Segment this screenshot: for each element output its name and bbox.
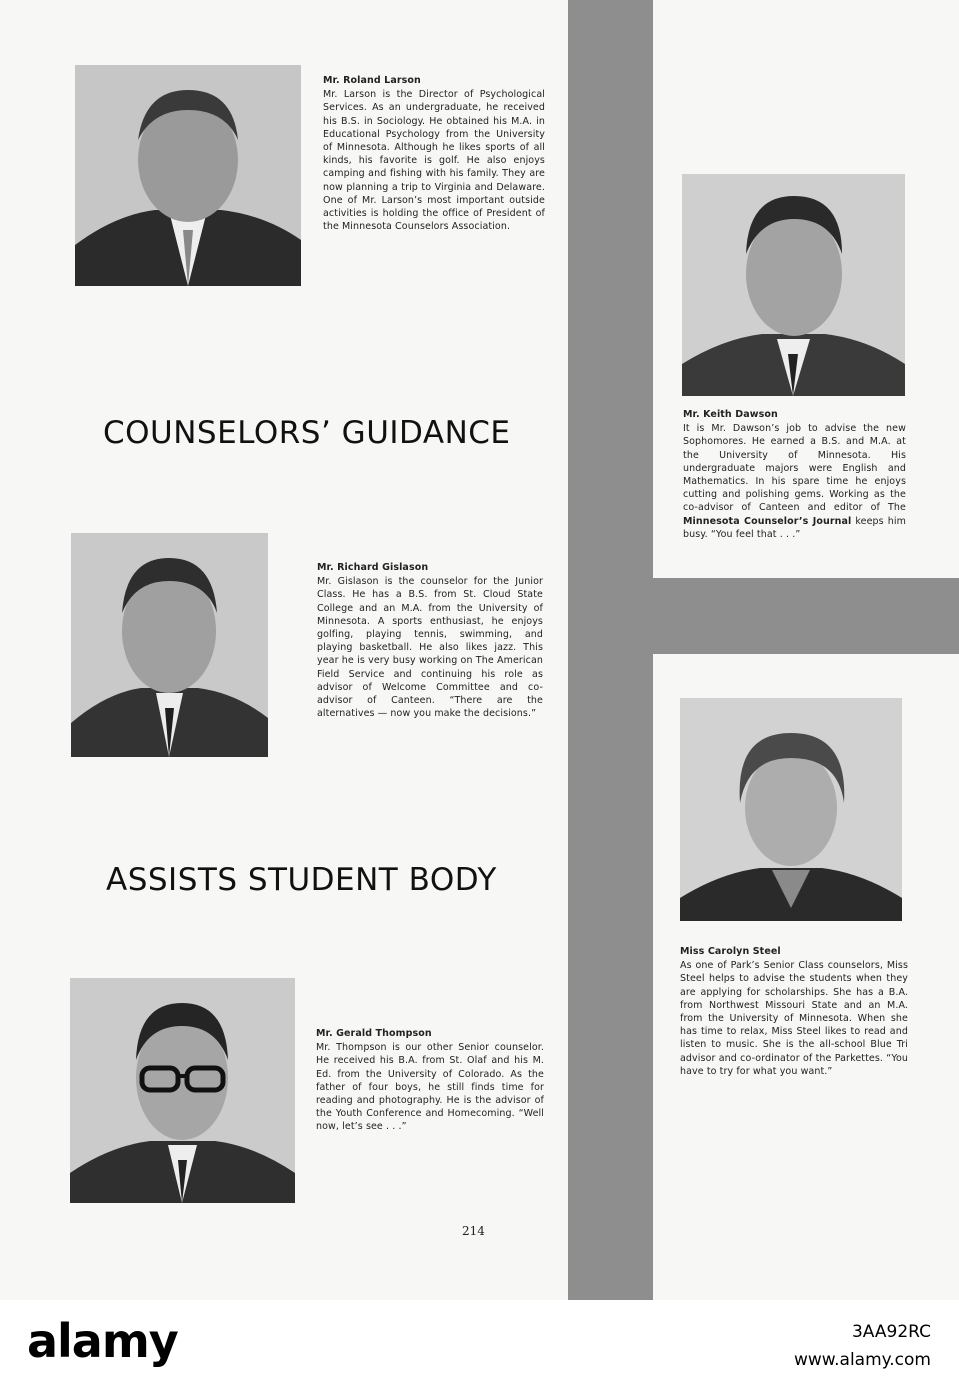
bio-roland-larson [323,74,545,233]
bio-text: It is Mr. Dawson’s job to advise the new Sophomores. He earned a B.S. and M.A. at the University of Minnesota. His undergraduate majors were English and Mathematics. In his spare time he enjoys cutting and polishing gems. Working as the co-advisor of Canteen and editor of The [683,423,906,514]
portrait-roland-larson [75,65,301,286]
page-number: 214 [462,1224,485,1238]
bio-name: Mr. Roland Larson [323,75,421,86]
portrait-keith-dawson [682,174,905,396]
bio-keith-dawson [683,408,906,541]
image-id: 3AA92RC [851,1322,931,1342]
portrait-gerald-thompson [70,978,295,1203]
bio-name: Mr. Richard Gislason [317,562,429,573]
bio-gerald-thompson [316,1027,544,1134]
bio-text: Mr. Gislason is the counselor for the Junior Class. He has a B.S. from St. Cloud State College and an M.A. from the University of Minnesota. A sports enthusiast, he enjoys golfing, playing tennis, swimming, and playing basketball. He also likes jazz. This year he is very busy working on The American Field Service and continuing his role as advisor of Welcome Committee and co-advisor of Canteen. “There are the alternatives — now you make the decisions.” [317,576,543,720]
bio-name: Mr. Gerald Thompson [316,1028,432,1039]
watermark-url: www.alamy.com [793,1350,931,1370]
bio-text: As one of Park’s Senior Class counselors, Miss Steel helps to advise the students when they are applying for scholarships. She has a B.A. from Northwest Missouri State and an M.A. from the University of Minnesota. When she has time to relax, Miss Steel likes to read and listen to music. She is the all-school Blue Tri advisor and co-ordinator of the Parkettes. “You have to try for what you want.” [680,960,908,1077]
bio-text: Mr. Thompson is our other Senior counselor. He received his B.A. from St. Olaf and his M. Ed. from the University of Colorado. As the father of four boys, he still finds time for reading and photography. He is the advisor of the Youth Conference and Homecoming. “Well now, let’s see . . .” [316,1042,544,1133]
stock-watermark-bar [0,1300,959,1390]
journal-title: Minnesota Counselor’s Journal [683,515,852,527]
bio-text: Mr. Larson is the Director of Psychological Services. As an undergraduate, he received his B.S. in Sociology. He obtained his M.A. in Educational Psychology from the University of Minnesota. Although he likes sports of all kinds, his favorite is golf. He also enjoys camping and fishing with his family. They are now planning a trip to Virginia and Delaware. One of Mr. Larson’s most important outside activities is holding the office of President of the Minnesota Counselors Association. [323,89,545,233]
bio-richard-gislason [317,561,543,720]
bio-text-end: keeps him busy. “You feel that . . .” [683,515,906,540]
bio-name: Mr. Keith Dawson [683,409,778,420]
bio-name: Miss Carolyn Steel [680,946,781,957]
gray-vertical-stripe [568,0,653,1300]
gray-horizontal-band [653,578,959,654]
bio-carolyn-steel [680,945,908,1078]
portrait-richard-gislason [71,533,268,757]
headline-counselors-guidance: COUNSELORS’ GUIDANCE [103,415,511,451]
portrait-carolyn-steel [680,698,902,921]
alamy-logo: alamy [27,1314,178,1368]
headline-assists-student-body: ASSISTS STUDENT BODY [106,862,497,898]
